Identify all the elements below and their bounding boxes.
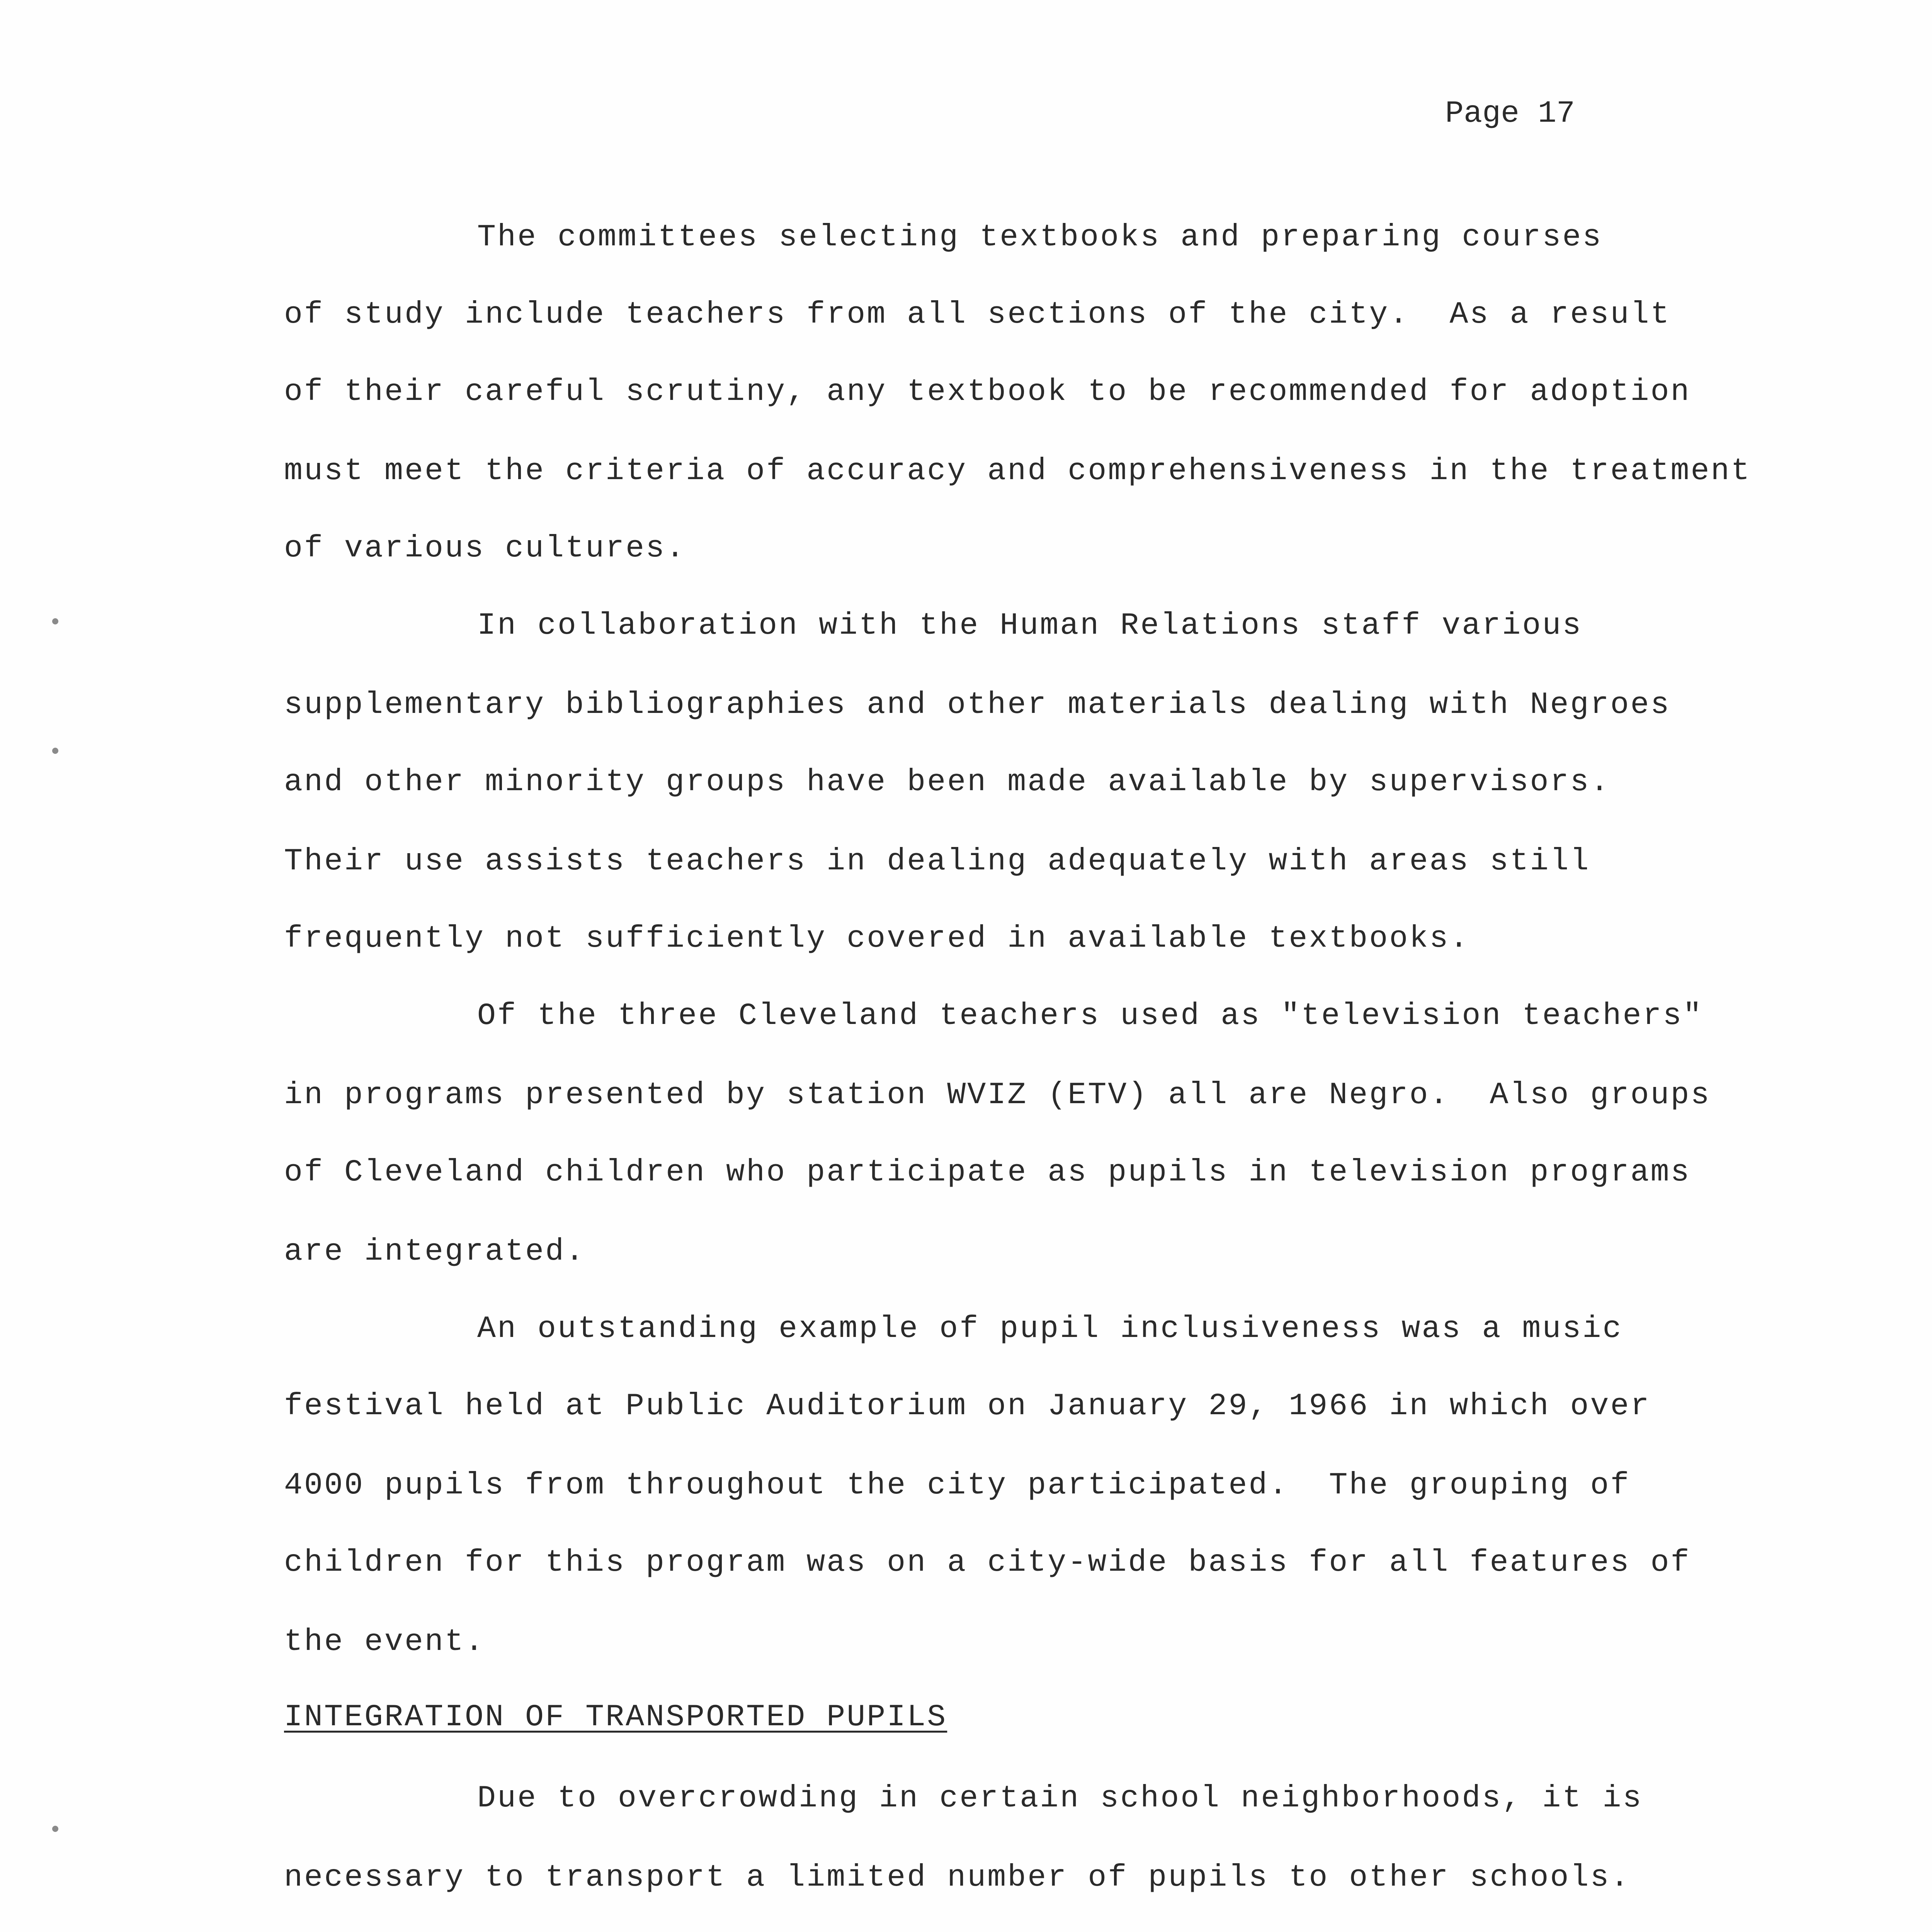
paragraph-line: festival held at Public Auditorium on January 29, 1966 in which over (284, 1389, 1651, 1424)
paragraph-line: of Cleveland children who participate as pupils in television programs (284, 1155, 1691, 1190)
margin-mark (52, 748, 58, 754)
paragraph-line: The committees selecting textbooks and preparing courses (477, 220, 1603, 255)
paragraph-line: of their careful scrutiny, any textbook to be recommended for adoption (284, 374, 1691, 410)
paragraph-line: Due to overcrowding in certain school neighborhoods, it is (477, 1781, 1643, 1816)
paragraph-line: necessary to transport a limited number of pupils to other schools. (284, 1860, 1631, 1895)
paragraph-line: of study include teachers from all sections of the city. As a result (284, 297, 1671, 332)
paragraph-line: are integrated. (284, 1234, 586, 1269)
paragraph-line: must meet the criteria of accuracy and comprehensiveness in the treatment (284, 454, 1751, 489)
paragraph-line: frequently not sufficiently covered in available textbooks. (284, 921, 1470, 956)
page-number: Page 17 (1445, 96, 1575, 131)
paragraph-line: children for this program was on a city-wide basis for all features of (284, 1545, 1691, 1580)
paragraph-line: and other minority groups have been made available by supervisors. (284, 765, 1611, 800)
paragraph-line: An outstanding example of pupil inclusiveness was a music (477, 1311, 1623, 1347)
paragraph-line: in programs presented by station WVIZ (ETV) all are Negro. Also groups (284, 1078, 1711, 1113)
paragraph-line: of various cultures. (284, 531, 686, 566)
paragraph-line: Their use assists teachers in dealing adequately with areas still (284, 844, 1590, 879)
paragraph-line: the event. (284, 1624, 485, 1660)
section-heading: INTEGRATION OF TRANSPORTED PUPILS (284, 1700, 947, 1735)
paragraph-line: In collaboration with the Human Relations staff various (477, 608, 1583, 643)
paragraph-line: 4000 pupils from throughout the city participated. The grouping of (284, 1468, 1631, 1503)
margin-mark (52, 618, 58, 624)
paragraph-line: supplementary bibliographies and other materials dealing with Negroes (284, 687, 1671, 723)
margin-mark (52, 1826, 58, 1832)
paragraph-line: Of the three Cleveland teachers used as "television teachers" (477, 998, 1703, 1034)
